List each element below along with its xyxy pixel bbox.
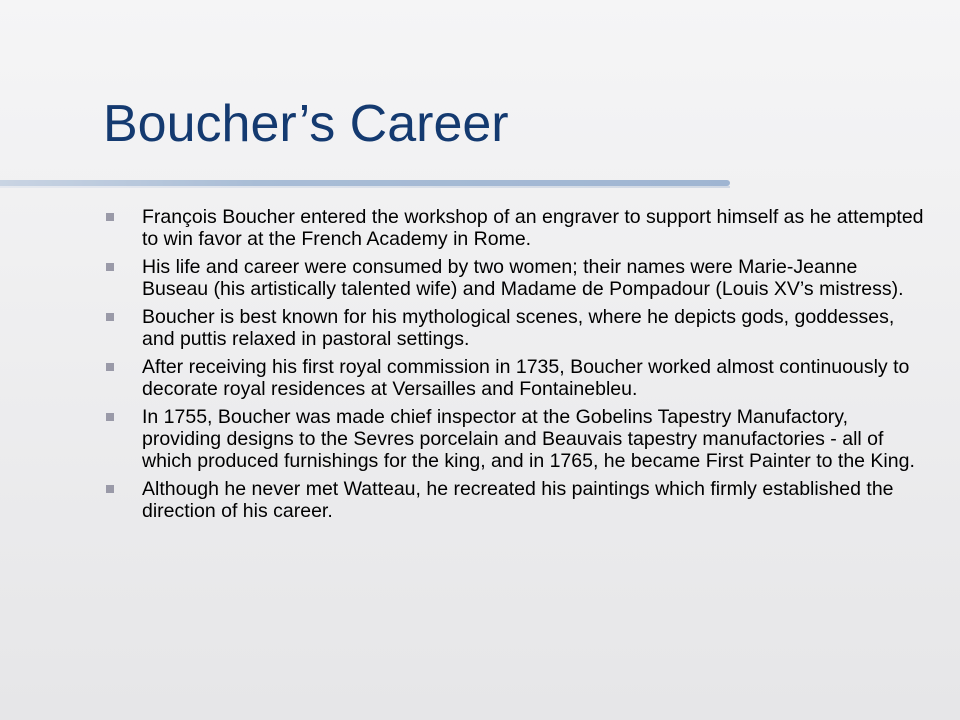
square-bullet-icon	[106, 413, 114, 421]
title-underline-shadow	[0, 186, 730, 188]
bullet-text: Although he never met Watteau, he recreated his paintings which firmly established the direction of his career.	[142, 478, 894, 522]
square-bullet-icon	[106, 363, 114, 371]
bullet-item	[104, 356, 924, 400]
bullet-text: Boucher is best known for his mythological scenes, where he depicts gods, goddesses, and puttis relaxed in pastoral settings.	[142, 306, 895, 350]
bullet-list	[104, 206, 924, 528]
bullet-text: François Boucher entered the workshop of an engraver to support himself as he attempted to win favor at the French Academy in Rome.	[142, 206, 924, 250]
bullet-item	[104, 306, 924, 350]
square-bullet-icon	[106, 263, 114, 271]
square-bullet-icon	[106, 313, 114, 321]
bullet-text: His life and career were consumed by two women; their names were Marie-Jeanne Buseau (his artistically talented wife) and Madame de Pompadour (Louis XV’s mistress).	[142, 256, 904, 300]
slide-title: Boucher’s Career	[103, 95, 509, 153]
bullet-item	[104, 406, 924, 472]
bullet-item	[104, 256, 924, 300]
bullet-text: After receiving his first royal commission in 1735, Boucher worked almost continuously to decorate royal residences at Versailles and Fontainebleu.	[142, 356, 910, 400]
bullet-item	[104, 478, 924, 522]
bullet-item	[104, 206, 924, 250]
title-underline-rule	[0, 180, 730, 188]
square-bullet-icon	[106, 213, 114, 221]
bullet-text: In 1755, Boucher was made chief inspector at the Gobelins Tapestry Manufactory, providing designs to the Sevres porcelain and Beauvais tapestry manufactories - all of which produced furnishings for the king, and in 1765, he became First Painter to the King.	[142, 406, 915, 472]
square-bullet-icon	[106, 485, 114, 493]
